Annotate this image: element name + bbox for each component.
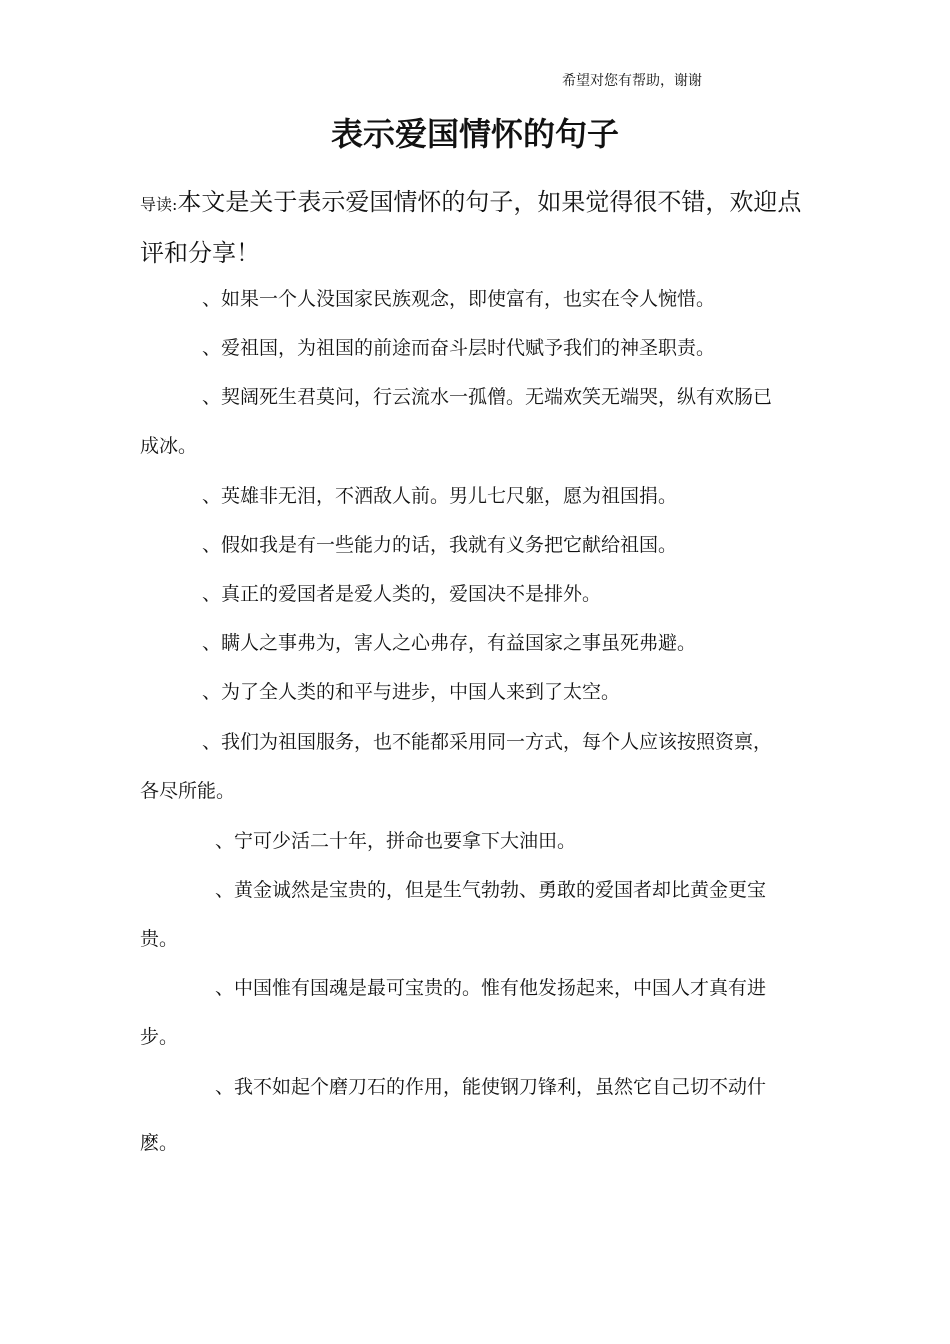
list-item: 、契阔死生君莫问，行云流水一孤僧。无端欢笑无端哭，纵有欢肠已成冰。 — [140, 386, 773, 457]
list-item: 、为了全人类的和平与进步，中国人来到了太空。 — [202, 681, 621, 703]
intro-paragraph — [140, 178, 815, 277]
intro-label: 导读: — [140, 195, 178, 214]
list-item: 、瞒人之事弗为，害人之心弗存，有益国家之事虽死弗避。 — [202, 632, 697, 654]
header-note: 希望对您有帮助，谢谢 — [562, 73, 702, 89]
list-item: 、中国惟有国魂是最可宝贵的。惟有他发扬起来，中国人才真有进步。 — [140, 977, 767, 1048]
intro-text: 本文是关于表示爱国情怀的句子，如果觉得很不错，欢迎点评和分享！ — [140, 188, 802, 267]
list-item: 、我不如起个磨刀石的作用，能使钢刀锋利，虽然它自己切不动什麽。 — [140, 1076, 767, 1154]
list-item: 、我们为祖国服务，也不能都采用同一方式，每个人应该按照资禀，各尽所能。 — [140, 731, 773, 802]
list-item: 、宁可少活二十年，拼命也要拿下大油田。 — [215, 830, 577, 852]
list-item: 、真正的爱国者是爱人类的，爱国决不是排外。 — [202, 583, 602, 605]
list-item: 、英雄非无泪，不洒敌人前。男儿七尺躯，愿为祖国捐。 — [202, 485, 678, 507]
list-item: 、爱祖国，为祖国的前途而奋斗层时代赋予我们的神圣职责。 — [202, 337, 716, 359]
list-item: 、假如我是有一些能力的话，我就有义务把它献给祖国。 — [202, 534, 678, 556]
list-item: 、黄金诚然是宝贵的，但是生气勃勃、勇敢的爱国者却比黄金更宝贵。 — [140, 879, 767, 950]
page-title: 表示爱国情怀的句子 — [330, 115, 619, 153]
list-item: 、如果一个人没国家民族观念，即使富有，也实在令人惋惜。 — [202, 288, 716, 310]
